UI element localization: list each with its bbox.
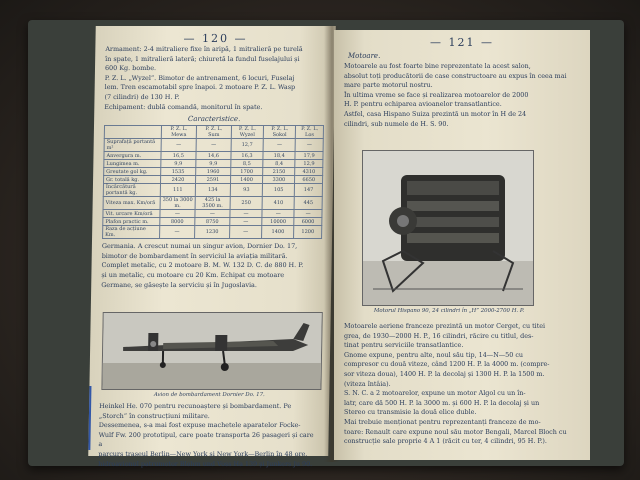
engine-photo	[362, 150, 534, 306]
table-cell: 8,5	[231, 160, 264, 168]
table-row	[103, 226, 322, 239]
left-line: 600 Kg. bombe.	[104, 64, 157, 73]
table-cell: 1700	[230, 168, 263, 176]
engine-caption: Motorul Hispano 90, 24 cilindri în „H” 2000-2700 H. P.	[373, 308, 525, 314]
table-cell: 8,4	[263, 160, 295, 168]
table-row-label: Viteza max. Km/oră	[103, 197, 160, 210]
table-row	[103, 210, 322, 218]
right-page	[334, 30, 590, 460]
left-text-bottom	[88, 402, 329, 469]
right-line: absolut toți producătorii de case constructoare au expus în ceea mai	[344, 71, 567, 80]
table-cell: —	[294, 210, 322, 218]
right-text-bottom	[334, 322, 590, 447]
table-cell: 12,7	[231, 139, 264, 152]
left-line: P. Z. L. „Wyzel”. Bimotor de antrenament, 6 locuri, Fuselaj	[104, 73, 295, 82]
right-line: cilindri, sub numele de H. S. 90.	[344, 119, 449, 128]
table-cell: 6650	[295, 176, 323, 184]
table-cell: 8000	[159, 218, 195, 226]
right-line: sor viteza doua), 1400 H. P. la decolaj și 1300 H. P. la 1500 m.	[344, 369, 545, 378]
right-line: grea, de 1930—2000 H. P., 16 cilindri, răcire cu titlul, des-	[344, 331, 534, 340]
right-line: Motoarele aeriene franceze prezintă un motor Cerget, cu titei	[344, 322, 546, 330]
left-line: și un metalic, cu motoare cu 20 Km. Echipat cu motoare	[101, 270, 285, 279]
left-line: Germania. A crescut numai un singur avion, Dornier Do. 17,	[101, 242, 298, 251]
table-cell: 3300	[263, 176, 295, 184]
table-header-row	[104, 126, 323, 139]
table-cell: 16,3	[231, 152, 264, 160]
table-cell: —	[161, 139, 197, 152]
table-cell: 1400	[262, 226, 294, 239]
table-row-label: Vit. urcare Km/oră	[103, 210, 160, 218]
table-row	[103, 197, 322, 210]
table-row-label: Anvergura m.	[104, 152, 161, 160]
table-cell: 2150	[263, 168, 295, 176]
left-line: Germane, se găsește la serviciu și în Jugoslavia.	[101, 280, 258, 289]
table-cell: —	[230, 218, 263, 226]
airplane-caption: Avion de bombardament Dornier Do. 17.	[153, 392, 265, 398]
table-row-label: Plafon practic m.	[103, 218, 160, 226]
table-cell: 147	[295, 184, 323, 197]
table-cell: 16,5	[161, 152, 197, 160]
table-cell: 111	[160, 184, 196, 197]
left-line: „Storch” în construcțiuni militare.	[98, 411, 210, 420]
table-cell: 1230	[195, 226, 230, 239]
table-row	[104, 168, 323, 176]
table-cell: 425 la 3500 m.	[195, 197, 230, 210]
table-cell: 4310	[295, 168, 323, 176]
page-number-left: — 120 —	[183, 32, 248, 45]
spec-table	[102, 125, 324, 239]
table-header: P. Z. L. Sum	[196, 126, 231, 139]
table-cell: 105	[263, 184, 295, 197]
table-cell: 1200	[294, 226, 322, 239]
table-row	[104, 176, 323, 184]
table-row-label: Lungimea m.	[104, 160, 161, 168]
left-line: Dessemenea, s-a mai fost expuse machetele aparatelor Focke-	[98, 421, 301, 430]
left-line: Complet metalic, cu 2 motoare B. M. W. 132 D. C. de 880 H. P.	[101, 261, 304, 270]
table-cell: 6000	[294, 218, 322, 226]
table-cell: 14,6	[196, 152, 231, 160]
table-title: Caracteristice.	[187, 115, 241, 124]
page-number-right: — 121 —	[430, 36, 494, 49]
left-text-top	[94, 45, 335, 112]
right-line: Motoarele au fost foarte bine reprezentate la acest salon,	[344, 62, 531, 70]
table-cell: 93	[230, 184, 263, 197]
table-cell: 12,9	[295, 160, 323, 168]
table-cell: 2591	[196, 176, 231, 184]
table-cell: —	[263, 139, 295, 152]
table-cell: —	[196, 139, 231, 152]
right-line: construcție sale proprie 4 A 1 (răcit cu ter, 4 cilindri, 95 H. P.).	[344, 437, 547, 446]
table-row-label: Suprafață portantă m²	[104, 139, 161, 152]
table-cell: 18,4	[263, 152, 295, 160]
table-cell: 9,9	[196, 160, 231, 168]
right-line: Stereo cu transmisie la două elice duble.	[344, 408, 477, 417]
table-cell: —	[160, 210, 196, 218]
airplane-illustration	[102, 313, 321, 389]
table-cell: 134	[195, 184, 230, 197]
table-row-label: Raza de acțiune Km.	[103, 226, 160, 239]
right-line: În ultima vreme se face și realizarea motoarelor de 2000	[344, 90, 529, 99]
left-line: parcurs traseul Berlin—New York și New York—Berlin în 48 ore.	[98, 449, 308, 458]
right-line: H. P. pentru echiparea avioanelor transatlantice.	[344, 100, 502, 109]
left-line: lem. Tren escamotabil spre înapoi. 2 motoare P. Z. L. Wasp	[104, 83, 296, 92]
table-header	[104, 126, 161, 139]
right-line: Mai trebuie menționat pentru reprezentanți franceze de mo-	[344, 417, 541, 426]
table-row-label: Încărcătură portantă kg.	[103, 184, 160, 197]
table-cell: 8750	[195, 218, 230, 226]
table-cell: —	[295, 139, 323, 152]
table-row-label: Gr. totală kg.	[104, 176, 161, 184]
right-text-top	[334, 62, 590, 129]
table-cell: 410	[262, 197, 294, 210]
table-body	[103, 139, 324, 239]
table-row	[103, 184, 322, 197]
table-row	[104, 139, 323, 152]
table-cell: 445	[294, 197, 322, 210]
right-line: Gnome expune, pentru alte, noul său tip, 14—N—50 cu	[344, 350, 524, 359]
table-cell: 2420	[160, 176, 196, 184]
right-line: mare parte motorul nostru.	[344, 81, 433, 90]
table-cell: 1960	[196, 168, 231, 176]
left-line: Wulf Fw. 200 prototipul, care poate transporta 26 pasageri și care a	[98, 430, 314, 449]
right-line: latr, care dă 500 H. P. la 3000 m. și 600 H. P. la decolaj și un	[344, 398, 540, 407]
table-cell: 1400	[230, 176, 263, 184]
table-cell: 10000	[262, 218, 294, 226]
left-line: (7 cilindri) de 130 H. P.	[104, 92, 180, 101]
table-header: P. Z. L. Los	[296, 126, 324, 139]
table-row	[103, 218, 322, 226]
right-line: S. N. C. a 2 motoarelor, expune un motor Algol cu un în-	[344, 389, 526, 398]
table-cell: —	[230, 210, 263, 218]
left-line: Echipament: dublă comandă, monitorul în spate.	[104, 102, 263, 111]
table-cell: —	[229, 226, 262, 239]
airplane-photo	[101, 312, 322, 390]
table-cell: 9,9	[160, 160, 196, 168]
left-line: Heinkel He. 070 pentru recunoaștere și bombardament. Pe	[99, 402, 292, 410]
table-cell: 17,9	[295, 152, 323, 160]
left-text-mid	[91, 242, 332, 290]
table-cell: —	[159, 226, 195, 239]
left-line: hidroavionul patrumotor Blohm und Voss Ha 139 și Junkers Ju 90.	[98, 459, 313, 468]
table-row-label: Greutate gol kg.	[104, 168, 161, 176]
table-header: P. Z. L. Mewa	[161, 126, 197, 139]
right-line: Astfel, casa Hispano Suiza prezintă un motor în H de 24	[344, 109, 527, 118]
table-cell: 250	[230, 197, 263, 210]
right-line: tinat pentru serviciile transatlantice.	[344, 341, 464, 350]
right-line: compresor cu două viteze, când 1200 H. P. la 4000 m. (compre-	[344, 360, 550, 369]
table-header: P. Z. L. Sokol	[264, 126, 296, 139]
left-line: bimotor de bombardament în serviciul la aviația militară.	[101, 251, 288, 260]
table-cell: 1535	[160, 168, 196, 176]
table-cell: —	[262, 210, 294, 218]
right-line: toare: Renault care expune noul său motor Bengali, Marcel Bloch cu	[344, 427, 567, 436]
table-row	[104, 152, 323, 160]
section-heading: Motoare.	[348, 52, 381, 60]
table-row	[104, 160, 323, 168]
left-line: Armament: 2-4 mitraliere fixe în aripă, 1 mitralieră pe turelă	[105, 45, 303, 53]
right-line: (viteza întâia).	[344, 379, 391, 388]
left-line: în spate, 1 mitralieră lateră; chiuretă la fundul fuselajului și	[105, 54, 300, 63]
table-header: P. Z. L. Wyzel	[231, 126, 264, 139]
left-page	[88, 26, 336, 468]
table-cell: 350 la 3000 m.	[160, 197, 196, 210]
engine-illustration	[363, 151, 533, 305]
table-cell: —	[195, 210, 230, 218]
